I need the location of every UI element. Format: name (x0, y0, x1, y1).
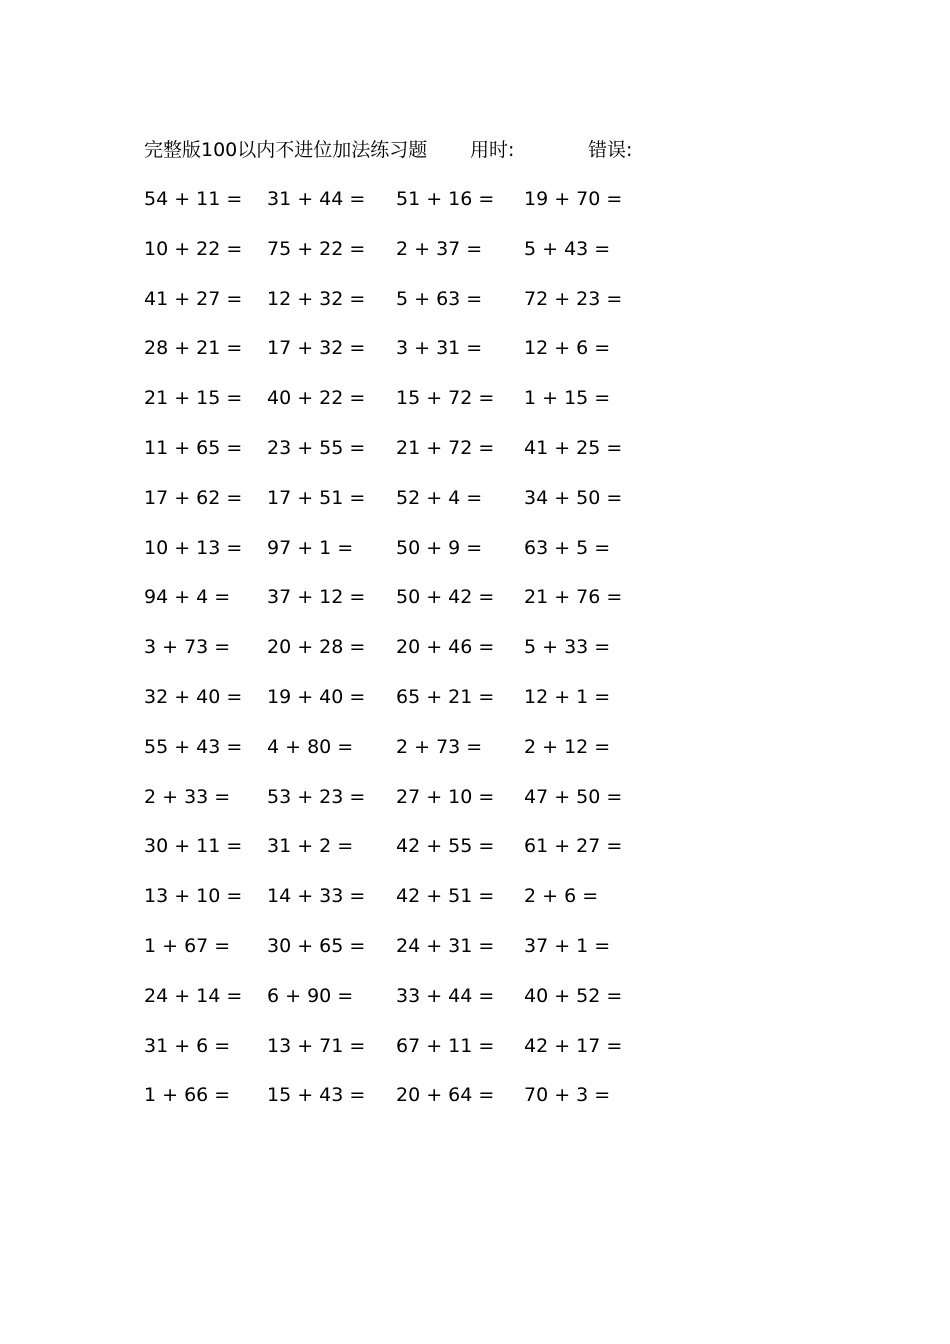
addition-problem: 10 + 22 = (144, 237, 243, 260)
addition-problem: 15 + 72 = (396, 387, 495, 410)
addition-problem: 21 + 72 = (396, 436, 495, 459)
addition-problem: 33 + 44 = (396, 984, 495, 1007)
addition-problem: 51 + 16 = (396, 188, 495, 210)
addition-problem: 3 + 73 = (144, 636, 231, 659)
worksheet-title: 完整版100以内不进位加法练习题 (144, 139, 428, 161)
problem-row (0, 186, 950, 236)
addition-problem: 50 + 9 = (396, 536, 483, 559)
addition-problem: 42 + 17 = (524, 1034, 623, 1057)
addition-problem: 41 + 25 = (524, 436, 623, 459)
addition-problem: 67 + 11 = (396, 1034, 495, 1057)
addition-problem: 47 + 50 = (524, 785, 623, 808)
addition-problem: 5 + 63 = (396, 287, 483, 310)
problem-row (0, 1082, 950, 1132)
worksheet-header (0, 137, 950, 163)
addition-problem: 30 + 11 = (144, 835, 243, 858)
addition-problem: 31 + 6 = (144, 1034, 231, 1057)
addition-problem: 34 + 50 = (524, 486, 623, 509)
addition-problem: 24 + 31 = (396, 934, 495, 957)
problem-row (0, 684, 950, 734)
addition-problem: 53 + 23 = (267, 785, 366, 808)
addition-problem: 97 + 1 = (267, 536, 354, 559)
addition-problem: 94 + 4 = (144, 586, 231, 609)
addition-problem: 50 + 42 = (396, 586, 495, 609)
problem-row (0, 784, 950, 834)
addition-problem: 75 + 22 = (267, 237, 366, 260)
problem-row (0, 833, 950, 883)
addition-problem: 37 + 1 = (524, 934, 611, 957)
addition-problem: 21 + 15 = (144, 387, 243, 410)
addition-problem: 32 + 40 = (144, 685, 243, 708)
problem-grid (0, 186, 950, 1132)
problem-row (0, 485, 950, 535)
addition-problem: 55 + 43 = (144, 735, 243, 758)
addition-problem: 31 + 44 = (267, 188, 366, 210)
problem-row (0, 385, 950, 435)
addition-problem: 20 + 46 = (396, 636, 495, 659)
addition-problem: 17 + 51 = (267, 486, 366, 509)
problem-row (0, 584, 950, 634)
addition-problem: 24 + 14 = (144, 984, 243, 1007)
addition-problem: 42 + 51 = (396, 885, 495, 908)
addition-problem: 54 + 11 = (144, 188, 243, 210)
problem-row (0, 734, 950, 784)
addition-problem: 40 + 22 = (267, 387, 366, 410)
addition-problem: 1 + 66 = (144, 1084, 231, 1107)
addition-problem: 21 + 76 = (524, 586, 623, 609)
addition-problem: 30 + 65 = (267, 934, 366, 957)
addition-problem: 23 + 55 = (267, 436, 366, 459)
addition-problem: 5 + 33 = (524, 636, 611, 659)
errors-label: 错误: (588, 139, 633, 161)
addition-problem: 31 + 2 = (267, 835, 354, 858)
addition-problem: 15 + 43 = (267, 1084, 366, 1107)
time-used-label: 用时: (470, 139, 515, 161)
addition-problem: 12 + 1 = (524, 685, 611, 708)
addition-problem: 13 + 10 = (144, 885, 243, 908)
addition-problem: 10 + 13 = (144, 536, 243, 559)
addition-problem: 63 + 5 = (524, 536, 611, 559)
addition-problem: 5 + 43 = (524, 237, 611, 260)
addition-problem: 14 + 33 = (267, 885, 366, 908)
addition-problem: 2 + 73 = (396, 735, 483, 758)
problem-row (0, 535, 950, 585)
addition-problem: 40 + 52 = (524, 984, 623, 1007)
addition-problem: 72 + 23 = (524, 287, 623, 310)
problem-row (0, 435, 950, 485)
addition-problem: 2 + 6 = (524, 885, 599, 908)
problem-row (0, 335, 950, 385)
addition-problem: 11 + 65 = (144, 436, 243, 459)
addition-problem: 37 + 12 = (267, 586, 366, 609)
addition-problem: 17 + 62 = (144, 486, 243, 509)
addition-problem: 61 + 27 = (524, 835, 623, 858)
addition-problem: 17 + 32 = (267, 337, 366, 360)
addition-problem: 42 + 55 = (396, 835, 495, 858)
problem-row (0, 286, 950, 336)
addition-problem: 2 + 37 = (396, 237, 483, 260)
addition-problem: 65 + 21 = (396, 685, 495, 708)
addition-problem: 52 + 4 = (396, 486, 483, 509)
addition-problem: 28 + 21 = (144, 337, 243, 360)
problem-row (0, 236, 950, 286)
addition-problem: 2 + 33 = (144, 785, 231, 808)
addition-problem: 20 + 64 = (396, 1084, 495, 1107)
problem-row (0, 883, 950, 933)
addition-problem: 3 + 31 = (396, 337, 483, 360)
addition-problem: 20 + 28 = (267, 636, 366, 659)
addition-problem: 1 + 67 = (144, 934, 231, 957)
problem-row (0, 933, 950, 983)
addition-problem: 41 + 27 = (144, 287, 243, 310)
addition-problem: 12 + 32 = (267, 287, 366, 310)
addition-problem: 1 + 15 = (524, 387, 611, 410)
addition-problem: 4 + 80 = (267, 735, 354, 758)
addition-problem: 27 + 10 = (396, 785, 495, 808)
addition-problem: 13 + 71 = (267, 1034, 366, 1057)
problem-row (0, 1033, 950, 1083)
problem-row (0, 634, 950, 684)
addition-problem: 19 + 40 = (267, 685, 366, 708)
problem-row (0, 983, 950, 1033)
addition-problem: 6 + 90 = (267, 984, 354, 1007)
addition-problem: 70 + 3 = (524, 1084, 611, 1107)
addition-problem: 2 + 12 = (524, 735, 611, 758)
addition-problem: 12 + 6 = (524, 337, 611, 360)
addition-problem: 19 + 70 = (524, 188, 623, 210)
